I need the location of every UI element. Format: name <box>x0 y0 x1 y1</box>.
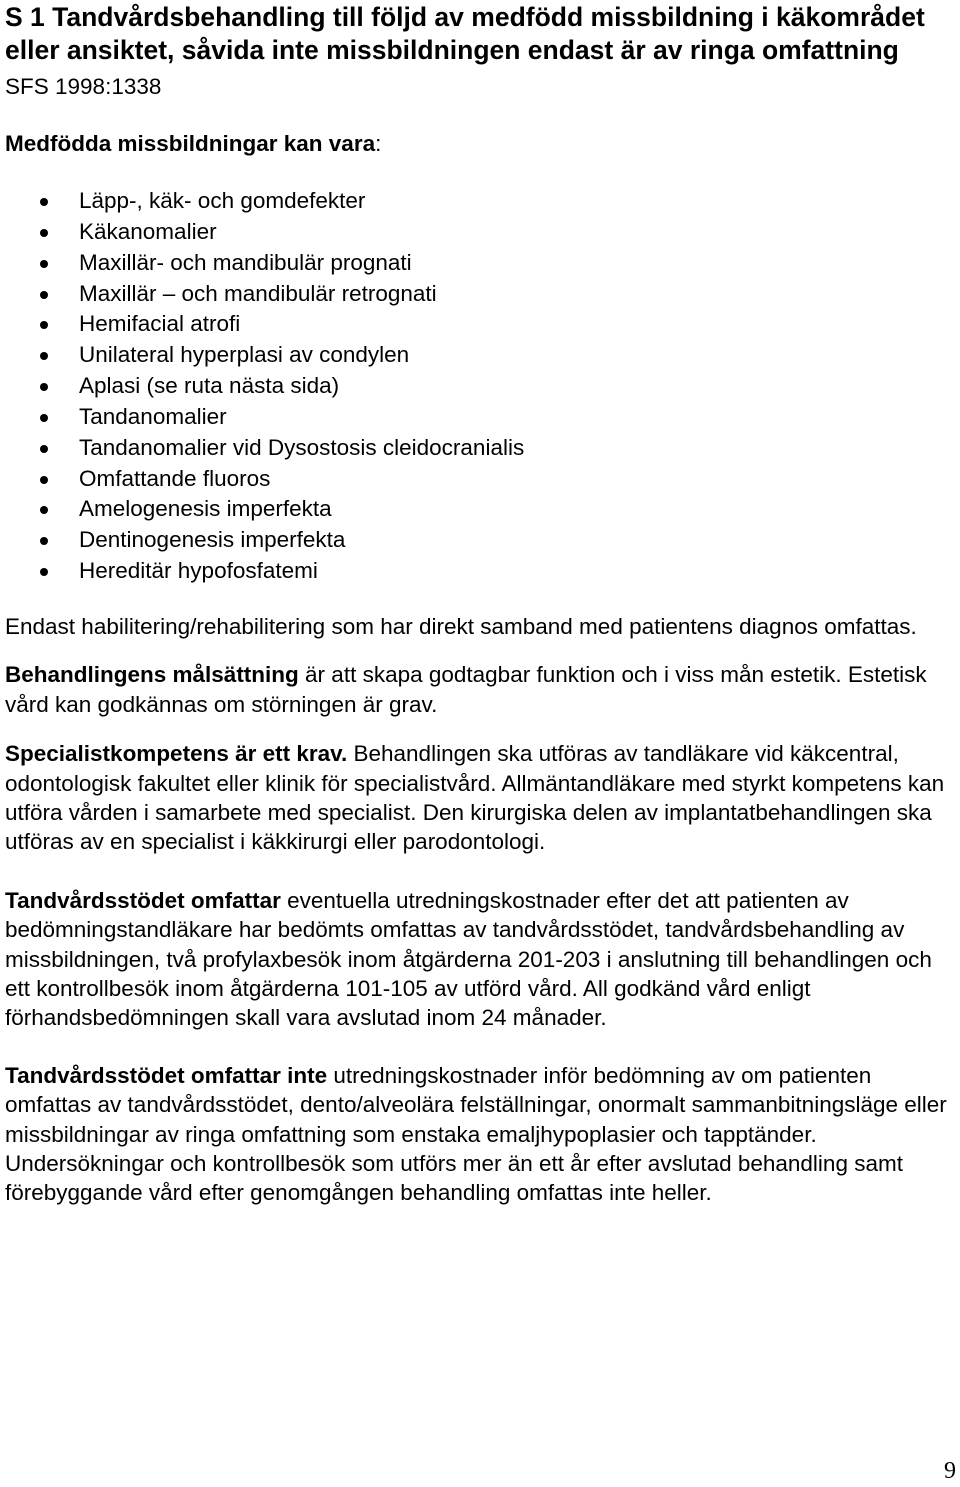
specialist-lead: Specialistkompetens är ett krav. <box>5 741 348 767</box>
list-item <box>5 309 955 340</box>
list-item <box>5 525 955 556</box>
list-item <box>5 464 955 495</box>
list-item <box>5 556 955 587</box>
list-item-text: Hereditär hypofosfatemi <box>79 558 318 584</box>
omfattar-inte-paragraph <box>5 1061 955 1208</box>
omfattar-inte-lead: Tandvårdsstödet omfattar inte <box>5 1062 328 1088</box>
bullet-icon <box>40 414 48 422</box>
omfattar-paragraph <box>5 886 955 1033</box>
bullet-icon <box>40 476 48 484</box>
list-item <box>5 279 955 310</box>
omfattar-inte-text: utredningskostnader inför bedömning av om patienten omfattas av tandvårdsstödet, dento/alveolära felställningar, onormalt sammanbitningsläge eller missbildningar av ringa omfattning som enstaka emaljhypoplasier och tapptänder. Undersökningar och kontrollbesök som utförs mer än ett år efter avslutad behandling samt förebyggande vård efter genomgången behandling omfattas inte heller. <box>5 1062 947 1206</box>
specialist-paragraph <box>5 739 955 857</box>
list-item <box>5 494 955 525</box>
bullet-icon <box>40 506 48 514</box>
habilitering-paragraph: Endast habilitering/rehabilitering som har direkt samband med patientens diagnos omfattas. <box>5 613 917 639</box>
bullet-icon <box>40 537 48 545</box>
list-item-text: Aplasi (se ruta nästa sida) <box>79 373 340 399</box>
list-item-text: Unilateral hyperplasi av condylen <box>79 342 410 368</box>
list-item-text: Läpp-, käk- och gomdefekter <box>79 188 366 213</box>
list-item <box>5 217 955 248</box>
list-item-text: Maxillär- och mandibulär prognati <box>79 249 412 275</box>
bullet-icon <box>40 291 48 299</box>
list-item <box>5 186 955 217</box>
missbildningar-heading <box>5 130 955 158</box>
list-item-text: Hemifacial atrofi <box>79 311 241 337</box>
malsattning-lead: Behandlingens målsättning <box>5 662 299 688</box>
list-item-text: Dentinogenesis imperfekta <box>79 527 346 553</box>
bullet-icon <box>40 445 48 453</box>
list-item <box>5 402 955 433</box>
missbildningar-heading-bold: Medfödda missbildningar kan vara <box>5 131 376 156</box>
bullet-icon <box>40 383 48 391</box>
list-item-text: Omfattande fluoros <box>79 465 271 491</box>
bullet-icon <box>40 352 48 360</box>
missbildningar-list <box>5 186 955 587</box>
section-title: S 1 Tandvårdsbehandling till följd av medfödd missbildning i käkområdet eller ansiktet, såvida inte missbildningen endast är av ringa omfattning <box>5 2 925 65</box>
malsattning-text: är att skapa godtagbar funktion och i viss mån estetik. Estetisk vård kan godkännas om störningen är grav. <box>5 662 927 717</box>
bullet-icon <box>40 229 48 237</box>
bullet-icon <box>40 198 48 206</box>
list-item <box>5 371 955 402</box>
specialist-text: Behandlingen ska utföras av tandläkare vid käkcentral, odontologisk fakultet eller klinik för specialistvård. Allmäntandläkare med styrkt kompetens kan utföra vården i samarbete med specialist. Den kirurgiska delen av implantatbehandlingen ska utföras av en specialist i käkkirurgi eller parodontologi. <box>5 741 945 855</box>
document-page <box>5 0 955 1208</box>
malsattning-paragraph <box>5 660 955 719</box>
omfattar-text: eventuella utredningskostnader efter det att patienten av bedömningstandläkare har bedömts omfattas av tandvårdsstödet, tandvårdsbehandling av missbildningen, två profylaxbesök inom åtgärderna 201-203 i anslutning till behandlingen och ett kontrollbesök inom åtgärderna 101-105 av utförd vård. All godkänd vård enligt förhandsbedömningen skall vara avslutad inom 24 månader. <box>5 887 932 1031</box>
sfs-reference: SFS 1998:1338 <box>5 74 162 99</box>
list-item-text: Tandanomalier <box>79 403 227 429</box>
list-item-text: Tandanomalier vid Dysostosis cleidocranialis <box>79 434 525 460</box>
bullet-icon <box>40 260 48 268</box>
omfattar-lead: Tandvårdsstödet omfattar <box>5 887 281 913</box>
missbildningar-heading-colon: : <box>375 131 382 156</box>
list-item-text: Maxillär – och mandibulär retrognati <box>79 280 437 306</box>
list-item <box>5 248 955 279</box>
list-item <box>5 433 955 464</box>
list-item-text: Amelogenesis imperfekta <box>79 496 332 522</box>
bullet-icon <box>40 321 48 329</box>
page-number: 9 <box>944 1458 956 1484</box>
bullet-icon <box>40 568 48 576</box>
list-item-text: Käkanomalier <box>79 218 217 244</box>
list-item <box>5 340 955 371</box>
